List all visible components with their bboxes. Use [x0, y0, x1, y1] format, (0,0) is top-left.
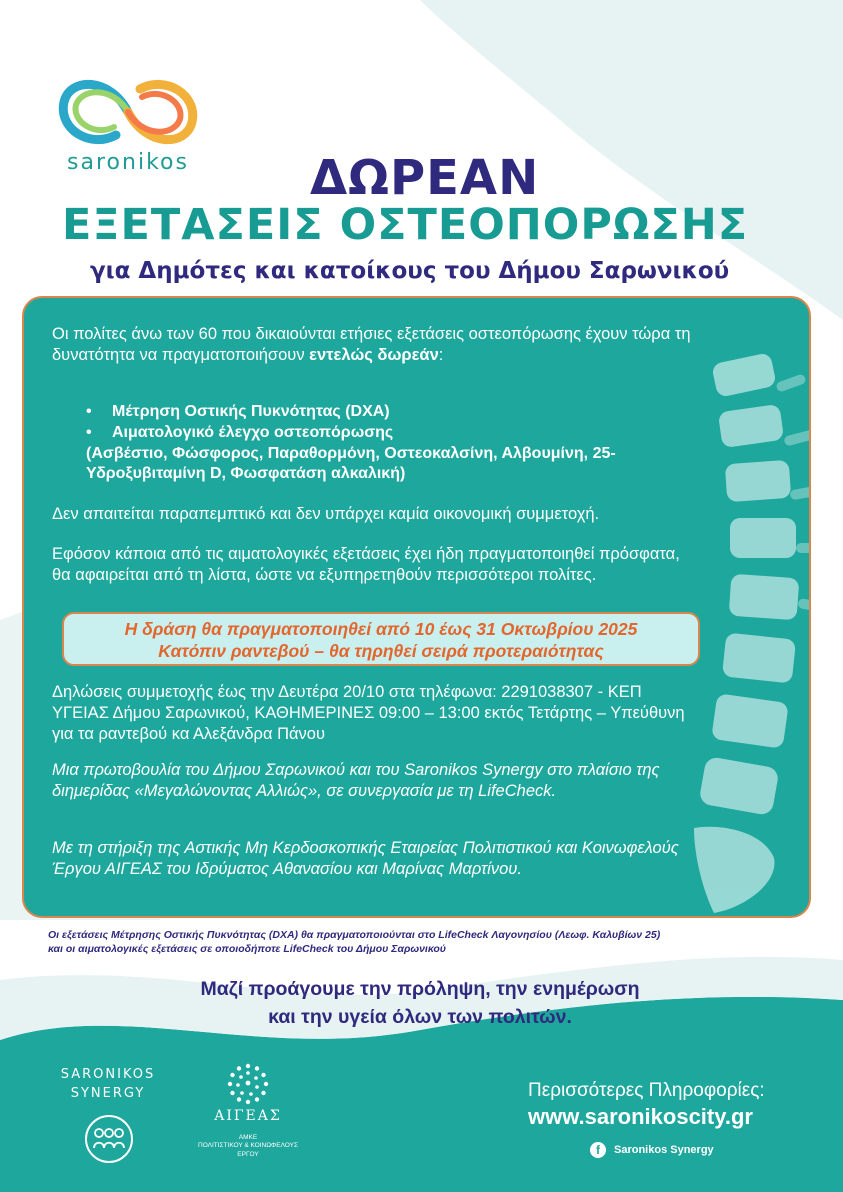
- title-free: ΔΩΡΕΑΝ: [310, 150, 540, 206]
- title-exams: ΕΞΕΤΑΣΕΙΣ ΟΣΤΕΟΠΟΡΩΣΗΣ: [62, 200, 749, 250]
- bullet-icon: •: [86, 403, 92, 420]
- slogan-line: Μαζί προάγουμε την πρόληψη, την ενημέρωση: [200, 978, 640, 1000]
- facebook-link[interactable]: [590, 1142, 714, 1158]
- facebook-icon: f: [590, 1142, 606, 1158]
- intro-paragraph: [52, 324, 702, 366]
- date-highlight-box: [62, 612, 700, 666]
- list-item: [86, 402, 706, 423]
- facebook-label: Saronikos Synergy: [614, 1144, 714, 1156]
- footnote-line: και οι αιματολογικές εξετάσεις σε οποιοδήποτε LifeCheck του Δήμου Σαρωνικού: [48, 943, 447, 956]
- aigeas-spiral-icon: [226, 1062, 270, 1106]
- website-link[interactable]: www.saronikoscity.gr: [528, 1104, 753, 1129]
- recent-tests-text: Εφόσον κάποια από τις αιματολογικές εξετάσεις έχει ήδη πραγματοποιηθεί πρόσφατα, θα αφαιρείται από τη λίστα, ώστε να εξυπηρετηθούν περισσότεροι πολίτες.: [52, 545, 680, 585]
- synergy-wordmark: [48, 1066, 168, 1104]
- intro-text: Οι πολίτες άνω των 60 που δικαιούνται ετήσιες εξετάσεις οστεοπόρωσης έχουν τώρα τη δυνατότητα να πραγματοποιήσουν: [52, 325, 691, 365]
- footnote: [48, 928, 808, 956]
- aigeas-sub-line: ΕΡΓΟΥ: [237, 1150, 259, 1158]
- bullet-detail: (Ασβέστιο, Φώσφορος, Παραθορμόνη, Οστεοκαλσίνη, Αλβουμίνη, 25-Υδροξυβιταμίνη D, Φωσφατάση αλκαλική): [86, 444, 616, 483]
- slogan: [100, 975, 740, 1032]
- exam-list: [86, 402, 706, 485]
- aigeas-sub-line: ΠΟΛΙΤΙΣΤΙΚΟΥ & ΚΟΙΝΩΦΕΛΟΥΣ: [198, 1142, 298, 1150]
- no-referral-text: Δεν απαιτείται παραπεμπτικό και δεν υπάρχει καμία οικονομική συμμετοχή.: [52, 505, 600, 523]
- info-panel: [22, 296, 811, 918]
- initiative-text: Μια πρωτοβουλία του Δήμου Σαρωνικού και του Saronikos Synergy στο πλαίσιο της διημερίδας «Μεγαλώνοντας Αλλιώς», σε συνεργασία με τη LifeCheck.: [52, 761, 660, 801]
- aigeas-sub-line: ΑΜΚΕ: [238, 1134, 258, 1141]
- list-item: [86, 423, 706, 444]
- bullet-text: Μέτρηση Οστικής Πυκνότητας (DXA): [112, 403, 390, 420]
- aigeas-name: ΑΙΓΕΑΣ: [214, 1108, 282, 1124]
- footnote-line: Οι εξετάσεις Μέτρησης Οστικής Πυκνότητας (DXA) θα πραγματοποιούνται στο LifeCheck Λαγονησίου (Λεωφ. Καλυβίων 25): [48, 929, 661, 941]
- registration-text: Δηλώσεις συμμετοχής έως την Δευτέρα 20/10 στα τηλέφωνα: 2291038307 - ΚΕΠ ΥΓΕΙΑΣ Δήμου Σαρωνικού, ΚΑΘΗΜΕΡΙΝΕΣ 09:00 – 13:00 εκτός Τετάρτης – Υπεύθυνη για τα ραντεβού κα Αλεξάνδρα Πάνου: [52, 683, 685, 744]
- subtitle: για Δημότες και κατοίκους του Δήμου Σαρωνικού: [90, 258, 730, 284]
- slogan-line: και την υγεία όλων των πολιτών.: [268, 1006, 572, 1029]
- synergy-line: SARONIKOS: [60, 1067, 156, 1082]
- highlight-dates: Η δράση θα πραγματοποιηθεί από 10 έως 31 Οκτωβρίου 2025: [124, 619, 638, 639]
- highlight-appointment: Κατόπιν ραντεβού – θα τηρηθεί σειρά προτεραιότητας: [158, 640, 604, 661]
- brand-wordmark: saronikos: [67, 150, 189, 175]
- intro-end: :: [438, 346, 444, 365]
- synergy-line: SYNERGY: [70, 1085, 146, 1101]
- more-info-label: Περισσότερες Πληροφορίες:: [528, 1080, 765, 1101]
- synergy-people-icon: [84, 1114, 134, 1164]
- support-text: Με τη στήριξη της Αστικής Μη Κερδοσκοπικής Εταιρείας Πολιτιστικού και Κοινωφελούς Έργου ΑΙΓΕΑΣ του Ιδρύματος Αθανασίου και Μαρίνας Μαρτίνου.: [52, 839, 679, 879]
- bullet-icon: •: [86, 423, 92, 441]
- intro-bold: εντελώς δωρεάν: [309, 346, 439, 365]
- aigeas-subtitle: [180, 1134, 316, 1159]
- bullet-text: Αιματολογικό έλεγχο οστεοπόρωσης: [112, 423, 394, 441]
